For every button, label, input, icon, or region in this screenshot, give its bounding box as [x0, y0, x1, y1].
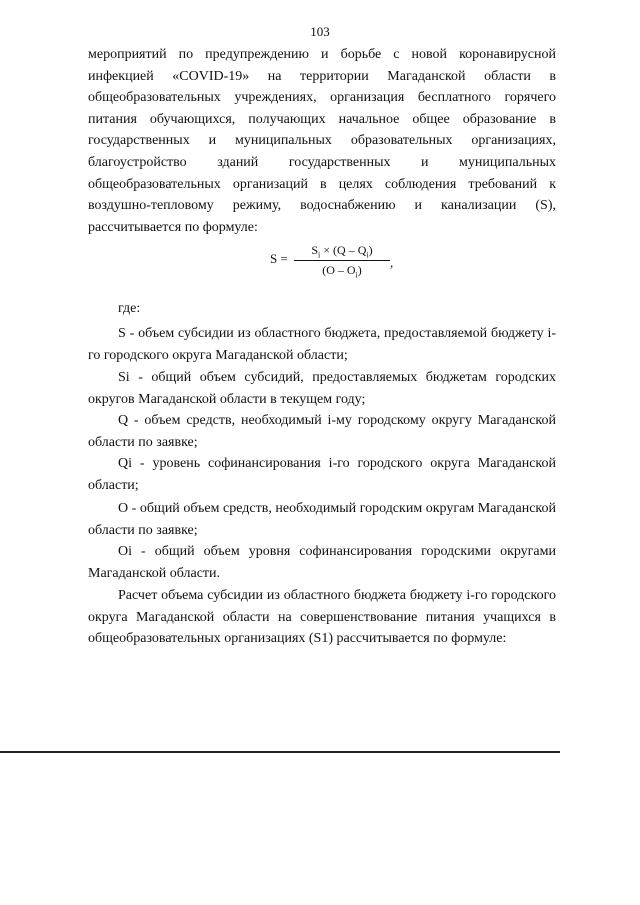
definition-si: Si - общий объем субсидий, предоставляемых бюджетам городских округов Магаданской области в текущем году;	[88, 370, 556, 407]
definition-o: O - общий объем средств, необходимый городским округам Магаданской области по заявке;	[88, 501, 556, 538]
formula-lhs: S =	[270, 251, 288, 266]
formula-numerator: $S_i \times (Q - Q_i)$	[294, 243, 390, 261]
intro-paragraph: мероприятий по предупреждению и борьбе с новой коронавирусной инфекцией «COVID-19» на территории Магаданской области в общеобразовательных учреждениях, организация бесплатного горячего питания обучающихся, получающих начальное общее образование в государственных и муниципальных образовательных организациях, благоустройство зданий государственных и муниципальных общеобразовательных организаций в целях соблюдения требований к воздушно-тепловому режиму, водоснабжению и канализации (S), рассчитывается по формуле:	[88, 47, 556, 235]
formula-fraction	[294, 243, 390, 280]
formula-comma: ,	[390, 255, 394, 270]
page-number: 103	[310, 24, 330, 39]
formula-denominator: $(O - O_i)$	[322, 263, 362, 280]
definition-oi: Oi - общий объем уровня софинансирования городскими округами Магаданской области.	[88, 544, 556, 581]
definition-q: Q - объем средств, необходимый i-му городскому округу Магаданской области по заявке;	[88, 413, 556, 450]
subsidy-formula	[270, 243, 410, 287]
final-paragraph: Расчет объема субсидии из областного бюджета бюджету i-го городского округа Магаданской области на совершенствование питания учащихся в общеобразовательных организациях (S1) рассчитывается по формуле:	[88, 588, 556, 647]
footer-rule	[0, 751, 560, 753]
definition-qi: Qi - уровень софинансирования i-го городского округа Магаданской области;	[88, 456, 556, 493]
definition-s: S - объем субсидии из областного бюджета, предоставляемой бюджету i-го городского округа Магаданской области;	[88, 326, 556, 363]
where-label: где:	[118, 301, 141, 316]
